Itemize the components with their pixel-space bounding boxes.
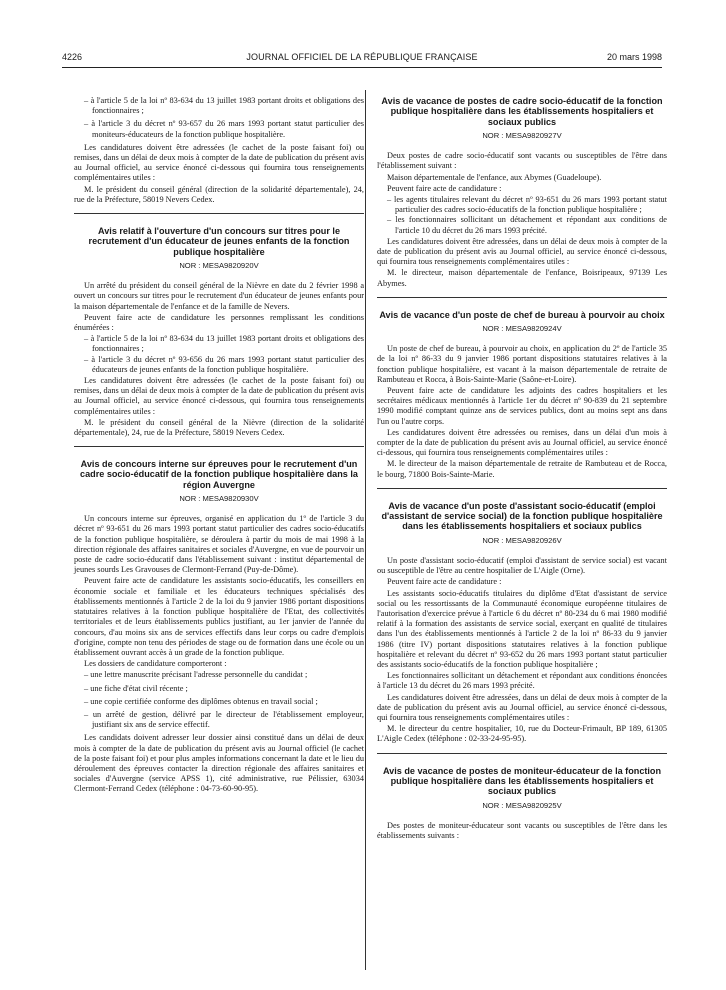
paragraph: Peuvent faire acte de candidature : [387,183,502,193]
journal-title: JOURNAL OFFICIEL DE LA RÉPUBLIQUE FRANÇAISE [246,52,478,62]
nor-reference: NOR : MESA9820926V [482,535,562,545]
paragraph: Deux postes de cadre socio-éducatif sont vacants ou susceptibles de l'être dans l'établissement suivant : [377,151,667,171]
list-item: – à l'article 5 de la loi nº 83-634 du 13 juillet 1983 portant droits et obligations des fonctionnaires ; [82,96,364,116]
paragraph: Les candidatures doivent être adressées, dans un délai de deux mois à compter de la date de publication du présent avis au Journal officiel, au service énoncé ci-dessous, qui fournira tous renseignements complémentaires utiles : [377,236,667,267]
column-divider [365,90,366,970]
section-divider [377,488,667,489]
section-divider [74,213,364,214]
list-item: – à l'article 3 du décret nº 93-657 du 26 mars 1993 portant statut particulier des moniteurs-éducateurs de la fonction publique hospitalière. [82,119,364,139]
list-item: – les fonctionnaires sollicitant un détachement et répondant aux conditions de l'article 10 du décret du 26 mars 1993 précité. [385,215,667,235]
paragraph: Peuvent faire acte de candidature les personnes remplissant les conditions énumérées : [74,312,364,332]
section-title: Avis de vacance d'un poste d'assistant socio-éducatif (emploi d'assistant de service social) de la fonction publique hospitalière dans les établissements hospitaliers et sociaux publics [381,500,663,532]
paragraph: Un arrêté du président du conseil général de la Nièvre en date du 2 février 1998 a ouvert un concours sur titres pour le recrutement d'un éducateur de jeunes enfants pour la maison départementale de l'enfance et de la famille de Nevers. [74,281,364,311]
page-header [62,52,662,66]
list-item: – à l'article 5 de la loi nº 83-634 du 13 juillet 1983 portant droits et obligations des fonctionnaires ; [82,334,364,354]
section-title: Avis relatif à l'ouverture d'un concours sur titres pour le recrutement d'un éducateur de jeunes enfants de la fonction publique hospitalière [88,226,350,257]
paragraph: Les candidatures doivent être adressées ou remises, dans un délai d'un mois à compter de la date de publication du présent avis au Journal officiel, au service énoncé ci-dessous, qui fournira tous renseignements complémentaires utiles : [377,427,667,458]
paragraph: Peuvent faire acte de candidature les adjoints des cadres hospitaliers et les secrétaires médicaux mentionnés à l'article 1er du décret nº 90-839 du 21 septembre 1990 modifié comptant quinze ans de services publics, dont au moins sept ans dans l'un ou l'autre corps. [377,386,667,426]
header-rule [62,67,662,68]
section-title: Avis de concours interne sur épreuves pour le recrutement d'un cadre socio-éducatif de la fonction publique hospitalière dans la région Auvergne [80,459,358,490]
list-item: – à l'article 3 du décret nº 93-656 du 26 mars 1993 portant statut particulier des éducateurs de jeunes enfants de la fonction publique hospitalière. [82,355,364,375]
list-item: – une copie certifiée conforme des diplômes obtenus en travail social ; [82,697,364,707]
paragraph: Peuvent faire acte de candidature les assistants socio-éducatifs, les conseillers en économie sociale et familiale et les éducateurs techniques spécialisés des établissements mentionnés à l'article 2 de la loi du 9 janvier 1986 portant dispositions statutaires relatives à la fonction publique hospitalière de l'Etat, des collectivités territoriales et de leurs établissements publics justifiant, au 1er janvier de l'année du concours, d'au moins six ans de services effectifs dans leur corps ou cadre d'emplois d'origine, compte non tenu des périodes de stage ou de formation dans une école ou un établissement ouvrant accès à un grade de la fonction publique. [74,576,364,657]
section-divider [377,753,667,754]
paragraph: Les fonctionnaires sollicitant un détachement et répondant aux conditions énoncées à l'article 13 du décret du 26 mars 1993 précité. [377,671,667,691]
paragraph: Les assistants socio-éducatifs titulaires du diplôme d'Etat d'assistant de service social ou les ressortissants de la Communauté économique européenne titulaires de l'autorisation d'exercice prévue à l'article 6 du décret nº 80-234 du 6 mai 1980 modifié relatif à la formation des assistants de service social, exerçant en qualité de titulaires dans l'un des établissements mentionnés à l'article 2 de la loi nº 86-33 du 9 janvier 1986 (titre IV) portant dispositions statutaires relatives à la fonction publique hospitalière et relevant du décret nº 93-652 du 26 mars 1993 portant statut particulier des assistants socio-éducatifs de la fonction publique hospitalière ; [377,588,667,669]
left-column [74,96,364,796]
paragraph: Peuvent faire acte de candidature : [387,577,502,587]
paragraph: Maison départementale de l'enfance, aux Abymes (Guadeloupe). [387,172,602,182]
nor-reference: NOR : MESA9820925V [482,800,562,810]
paragraph: Les candidatures doivent être adressées (le cachet de la poste faisant foi) ou remises, dans un délai de deux mois à compter de la date de publication du présent avis au Journal officiel, au service énoncé ci-dessous, qui fournira tous renseignements complémentaires utiles : [74,375,364,416]
nor-reference: NOR : MESA9820930V [179,494,259,504]
list-item: – les agents titulaires relevant du décret nº 93-651 du 26 mars 1993 portant statut particulier des cadres socio-éducatifs de la fonction publique hospitalière ; [385,195,667,215]
paragraph: M. le directeur de la maison départementale de retraite de Rambuteau et de Rocca, le bourg, 71800 Bois-Sainte-Marie. [377,459,667,479]
documents-list [74,670,364,730]
section-divider [377,297,667,298]
right-column [377,96,667,842]
paragraph: Les candidatures doivent être adressées, dans un délai de deux mois à compter de la date de publication du présent avis au Journal officiel, au service énoncé ci-dessous, qui fournira tous renseignements complémentaires utiles : [377,692,667,723]
list-item: – une lettre manuscrite précisant l'adresse personnelle du candidat ; [82,670,364,680]
page-number: 4226 [62,52,83,62]
paragraph: M. le président du conseil général de la Nièvre (direction de la solidarité départementale), 24, rue de la Préfecture, 58019 Nevers Cedex. [74,417,364,437]
intro-conditions-list [74,96,364,140]
paragraph: Des postes de moniteur-éducateur sont vacants ou susceptibles de l'être dans les établissements suivants : [377,820,667,840]
section-title: Avis de vacance de postes de cadre socio-éducatif de la fonction publique hospitalière dans les établissements hospitaliers et sociaux publics [381,96,663,127]
paragraph: M. le directeur, maison départementale de l'enfance, Boisripeaux, 97139 Les Abymes. [377,268,667,288]
paragraph: Un concours interne sur épreuves, organisé en application du 1º de l'article 3 du décret nº 93-651 du 26 mars 1993 portant statut particulier des cadres socio-éducatifs de la fonction publique hospitalière, se déroulera à partir du mois de mai 1998 à la direction régionale des affaires sanitaires et sociales d'Auvergne, en vue de pourvoir un poste de cadre socio-éducatif dans l'établissement suivant : institut départemental de jeunes sourds Les Gravouses de Clermont-Ferrand (Puy-de-Dôme). [74,514,364,575]
list-item: – un arrêté de gestion, délivré par le directeur de l'établissement employeur, justifiant six ans de service effectif. [82,710,364,730]
paragraph: Les dossiers de candidature comporteront : [84,659,227,669]
section-divider [74,446,364,447]
conditions-list [377,195,667,236]
nor-reference: NOR : MESA9820927V [482,130,562,140]
paragraph: Un poste de chef de bureau, à pourvoir au choix, en application du 2º de l'article 35 de la loi nº 86-33 du 9 janvier 1986 portant dispositions statutaires relatives à la fonction publique hospitalière, est vacant à la maison départementale de retraite de Rambuteau et Rocca, à Bois-Sainte-Marie (Saône-et-Loire). [377,344,667,384]
paragraph: Les candidats doivent adresser leur dossier ainsi constitué dans un délai de deux mois à compter de la date de publication du présent avis au Journal officiel (le cachet de la poste faisant foi) et pour plus amples informations concernant la date et le lieu du déroulement des épreuves contacter la direction régionale des affaires sanitaires et sociales d'Auvergne (service APSS 1), cité administrative, rue Pélissier, 63034 Clermont-Ferrand Cedex (téléphone : 04-73-60-90-95). [74,733,364,794]
nor-reference: NOR : MESA9820924V [482,324,562,334]
paragraph: Un poste d'assistant socio-éducatif (emploi d'assistant de service social) est vacant ou susceptible de l'être au centre hospitalier de L'Aigle (Orne). [377,555,667,576]
section-title: Avis de vacance d'un poste de chef de bureau à pourvoir au choix [379,309,665,320]
section-title: Avis de vacance de postes de moniteur-éducateur de la fonction publique hospitalière dans les établissements hospitaliers et sociaux publics [382,765,662,797]
conditions-list [74,334,364,375]
paragraph: M. le directeur du centre hospitalier, 10, rue du Docteur-Frimault, BP 189, 61305 L'Aigle Cedex (téléphone : 02-33-24-95-95). [377,724,667,744]
paragraph: Les candidatures doivent être adressées (le cachet de la poste faisant foi) ou remises, dans un délai de deux mois à compter de la date de publication du présent avis au Journal officiel, au service énoncé ci-dessous qui fournira tous renseignements complémentaires utiles : [74,142,364,183]
list-item: – une fiche d'état civil récente ; [82,684,364,694]
nor-reference: NOR : MESA9820920V [179,260,259,270]
paragraph: M. le président du conseil général (direction de la solidarité départementale), 24, rue de la Préfecture, 58019 Nevers Cedex. [74,184,364,204]
issue-date: 20 mars 1998 [606,52,662,62]
